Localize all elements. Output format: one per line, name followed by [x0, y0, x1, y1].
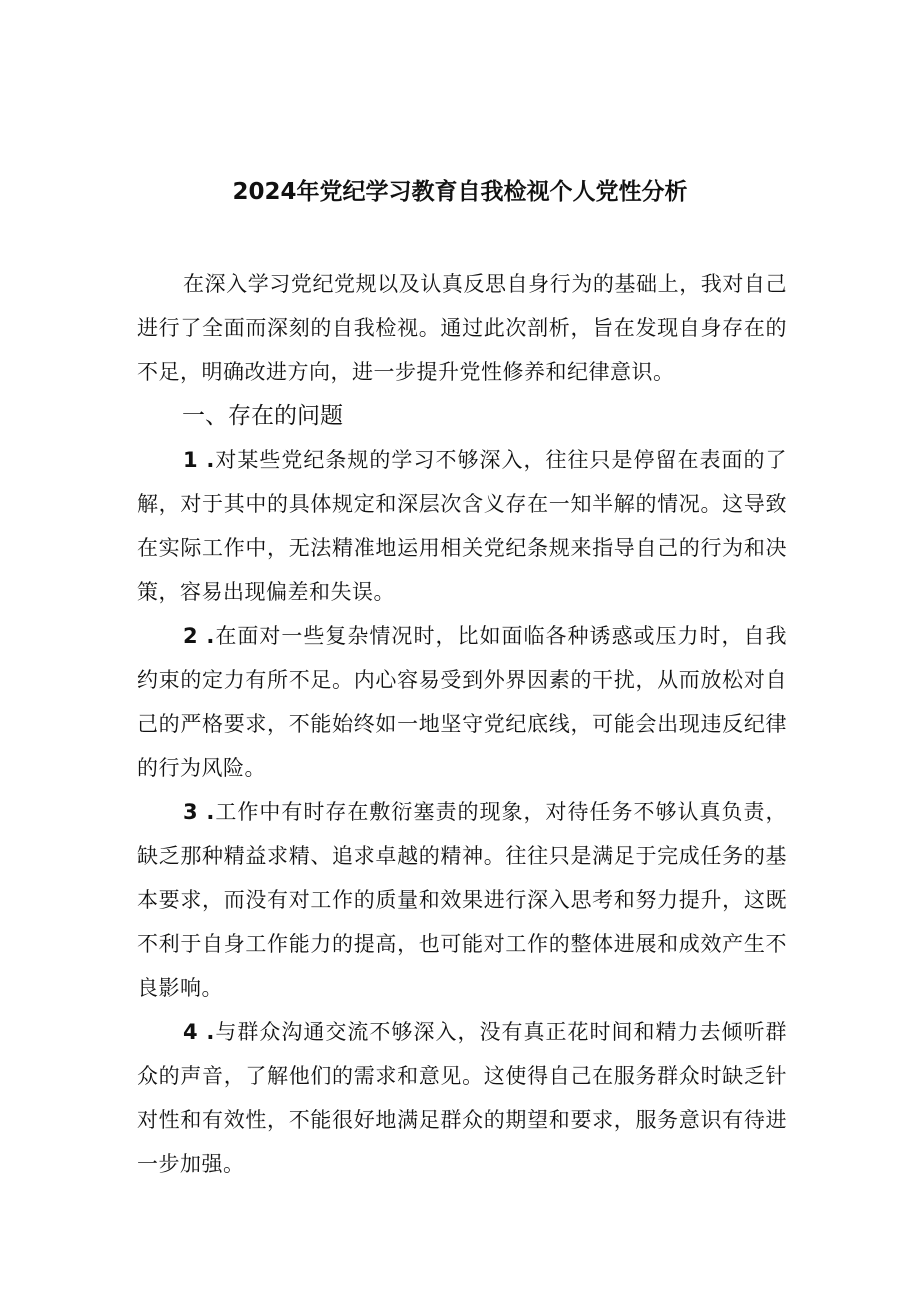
document-title: 2024年党纪学习教育自我检视个人党性分析	[232, 179, 688, 205]
intro-paragraph: 在深入学习党纪党规以及认真反思自身行为的基础上，我对自己进行了全面而深刻的自我检视。通过此次剖析，旨在发现自身存在的不足，明确改进方向，进一步提升党性修养和纪律意识。	[137, 272, 787, 384]
item-text: 对某些党纪条规的学习不够深入，往往只是停留在表面的了解，对于其中的具体规定和深层次含义存在一知半解的情况。这导致在实际工作中，无法精准地运用相关党纪条规来指导自己的行为和决策，容易出现偏差和失误。	[137, 448, 787, 604]
issue-paragraph-2	[137, 614, 787, 790]
section-heading: 一、存在的问题	[182, 403, 343, 429]
item-number: 1 .	[183, 448, 215, 472]
item-text: 工作中有时存在敷衍塞责的现象，对待任务不够认真负责，缺乏那种精益求精、追求卓越的精神。往往只是满足于完成任务的基本要求，而没有对工作的质量和效果进行深入思考和努力提升，这既不利于自身工作能力的提高，也可能对工作的整体进展和成效产生不良影响。	[137, 800, 787, 1000]
issue-paragraph-4	[137, 1010, 787, 1186]
item-text: 与群众沟通交流不够深入，没有真正花时间和精力去倾听群众的声音，了解他们的需求和意见。这使得自己在服务群众时缺乏针对性和有效性，不能很好地满足群众的期望和要求，服务意识有待进一步加强。	[137, 1020, 787, 1176]
item-number: 3 .	[183, 800, 215, 824]
issue-paragraph-1	[137, 438, 787, 614]
issue-paragraph-3	[137, 790, 787, 1010]
item-number: 4 .	[183, 1020, 215, 1044]
item-text: 在面对一些复杂情况时，比如面临各种诱惑或压力时，自我约束的定力有所不足。内心容易受到外界因素的干扰，从而放松对自己的严格要求，不能始终如一地坚守党纪底线，可能会出现违反纪律的行为风险。	[137, 624, 787, 780]
item-number: 2 .	[183, 624, 215, 648]
